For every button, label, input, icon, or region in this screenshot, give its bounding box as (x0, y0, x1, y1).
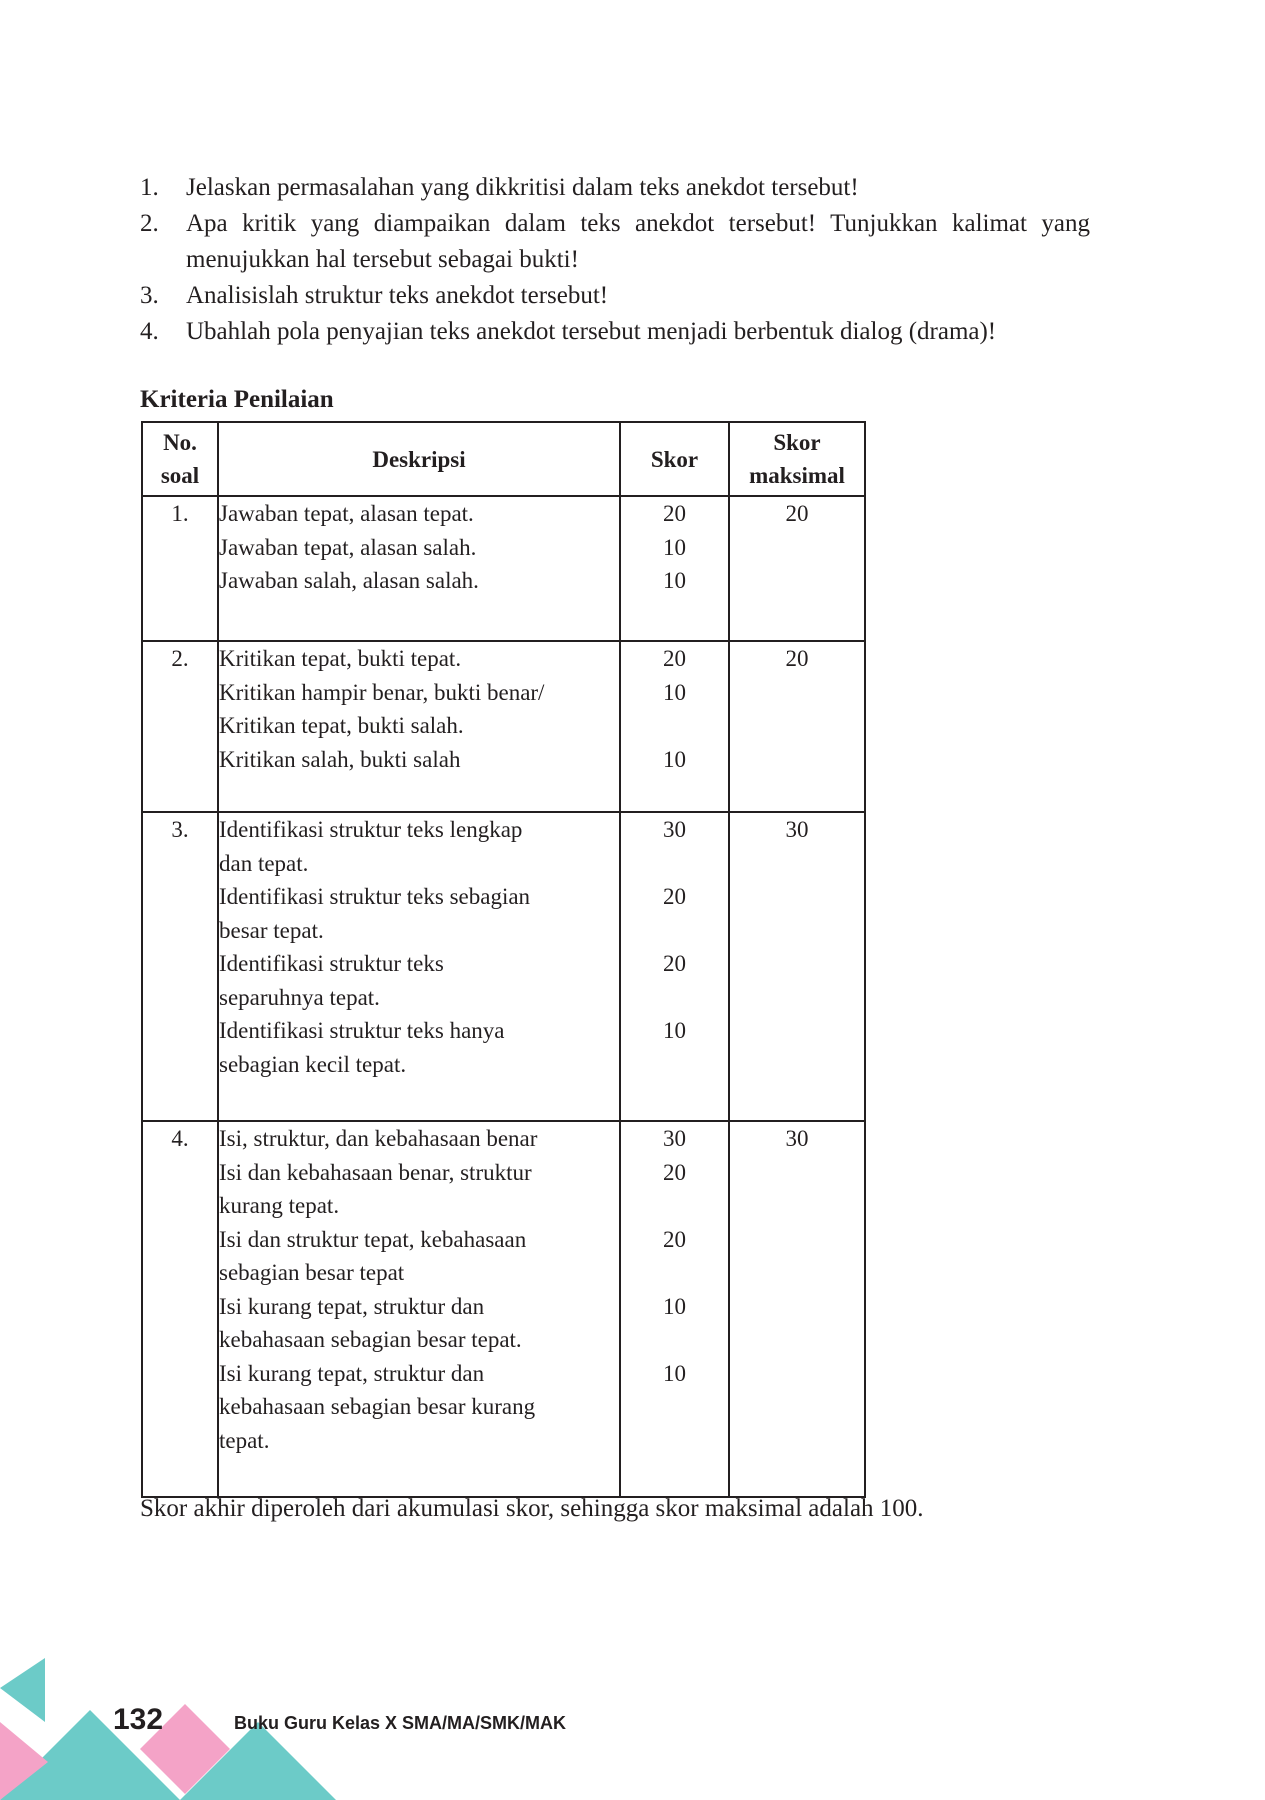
cell-deskripsi (218, 496, 620, 641)
score-value (621, 1323, 728, 1357)
cell-skor-maksimal: 30 (729, 1121, 865, 1497)
teal-triangle-small (0, 1658, 45, 1722)
header-skor: Skor (620, 422, 729, 496)
score-value (621, 1256, 728, 1290)
score-value (621, 1048, 728, 1082)
score-value: 10 (663, 679, 686, 705)
cell-skor-maksimal: 20 (729, 641, 865, 812)
description-line: sebagian besar tepat (219, 1260, 405, 1285)
description-line: Jawaban tepat, alasan tepat. (219, 501, 474, 526)
description-line: kebahasaan sebagian besar kurang (219, 1394, 536, 1419)
description-line: Jawaban salah, alasan salah. (219, 568, 479, 593)
header-skor-line: Skor (773, 430, 821, 455)
score-value: 20 (663, 884, 686, 909)
description-line: Isi kurang tepat, struktur dan (219, 1360, 485, 1386)
description-line: Identifikasi struktur teks (219, 951, 444, 976)
score-value: 10 (663, 746, 686, 772)
description-line: sebagian kecil tepat. (219, 1051, 407, 1077)
score-value: 20 (663, 1226, 686, 1252)
cell-deskripsi (218, 1121, 620, 1497)
question-number: 1. (140, 174, 159, 201)
score-value: 10 (663, 1293, 686, 1319)
score-value: 20 (663, 951, 686, 976)
question-text: Ubahlah pola penyajian teks anekdot tersebut menjadi berbentuk dialog (drama)! (186, 318, 997, 345)
criteria-table (141, 421, 866, 1498)
description-line: Isi dan struktur tepat, kebahasaan (219, 1226, 527, 1252)
cell-skor (620, 812, 729, 1121)
score-value: 10 (663, 534, 686, 560)
book-title: Buku Guru Kelas X SMA/MA/SMK/MAK (234, 1713, 567, 1733)
description-line: Kritikan tepat, bukti tepat. (219, 646, 462, 671)
description-line: separuhnya tepat. (219, 984, 380, 1010)
page-number: 132 (113, 1703, 164, 1736)
header-no-soal (142, 422, 218, 496)
cell-skor-maksimal: 20 (729, 496, 865, 641)
cell-deskripsi (218, 812, 620, 1121)
description-line: kurang tepat. (219, 1193, 340, 1218)
table-row (142, 641, 865, 812)
header-soal-line: soal (160, 463, 200, 488)
score-value (621, 981, 728, 1015)
cell-skor-maksimal: 30 (729, 812, 865, 1121)
cell-skor (620, 641, 729, 812)
description-line: tepat. (219, 1427, 270, 1453)
question-item (140, 170, 1090, 206)
description-line: Kritikan tepat, bukti salah. (219, 713, 464, 738)
description-line: Isi, struktur, dan kebahasaan benar (219, 1126, 538, 1151)
cell-deskripsi (218, 641, 620, 812)
header-maksimal-line: maksimal (749, 463, 845, 488)
description-line: kebahasaan sebagian besar tepat. (219, 1327, 522, 1352)
question-list (140, 170, 1090, 350)
cell-no-soal: 4. (142, 1121, 218, 1497)
table-header-row (142, 422, 865, 496)
score-value: 30 (663, 817, 686, 842)
description-line: Identifikasi struktur teks hanya (219, 1018, 505, 1043)
header-skor-maksimal (729, 422, 865, 496)
cell-skor (620, 1121, 729, 1497)
score-value: 20 (663, 1159, 686, 1185)
score-value (621, 1189, 728, 1223)
description-line: Isi kurang tepat, struktur dan (219, 1293, 485, 1319)
question-item (140, 278, 1090, 314)
description-line: Kritikan salah, bukti salah (219, 746, 461, 772)
score-value: 10 (663, 1018, 686, 1043)
description-line: Identifikasi struktur teks lengkap (219, 817, 523, 842)
question-text: Apa kritik yang diampaikan dalam teks anekdot tersebut! Tunjukkan kalimat yang menujukkan hal tersebut sebagai bukti! (186, 210, 1090, 273)
description-line: Jawaban tepat, alasan salah. (219, 534, 477, 560)
question-number: 2. (140, 210, 159, 237)
score-value (621, 1424, 728, 1458)
description-line: Kritikan hampir benar, bukti benar/ (219, 679, 545, 705)
score-value (621, 709, 728, 743)
question-text: Analisislah struktur teks anekdot tersebut! (186, 282, 609, 309)
question-item (140, 206, 1090, 278)
score-value: 10 (663, 568, 686, 593)
cell-skor (620, 496, 729, 641)
question-number: 3. (140, 282, 159, 309)
question-text: Jelaskan permasalahan yang dikkritisi dalam teks anekdot tersebut! (186, 174, 859, 201)
criteria-title: Kriteria Penilaian (140, 386, 334, 413)
cell-no-soal: 1. (142, 496, 218, 641)
table-row (142, 1121, 865, 1497)
description-line: besar tepat. (219, 917, 324, 943)
score-value (621, 1390, 728, 1424)
description-line: dan tepat. (219, 850, 309, 876)
score-value: 10 (663, 1360, 686, 1386)
score-value: 20 (663, 501, 686, 526)
final-score-note: Skor akhir diperoleh dari akumulasi skor, sehingga skor maksimal adalah 100. (140, 1495, 924, 1522)
score-value: 30 (663, 1126, 686, 1151)
score-value: 20 (663, 646, 686, 671)
score-value (621, 914, 728, 948)
cell-no-soal: 3. (142, 812, 218, 1121)
score-value (621, 847, 728, 881)
description-line: Identifikasi struktur teks sebagian (219, 884, 531, 909)
question-number: 4. (140, 318, 159, 345)
table-row (142, 812, 865, 1121)
description-line: Isi dan kebahasaan benar, struktur (219, 1159, 532, 1185)
question-item (140, 314, 1090, 350)
table-row (142, 496, 865, 641)
cell-no-soal: 2. (142, 641, 218, 812)
header-deskripsi: Deskripsi (218, 422, 620, 496)
header-no-line: No. (163, 430, 197, 455)
